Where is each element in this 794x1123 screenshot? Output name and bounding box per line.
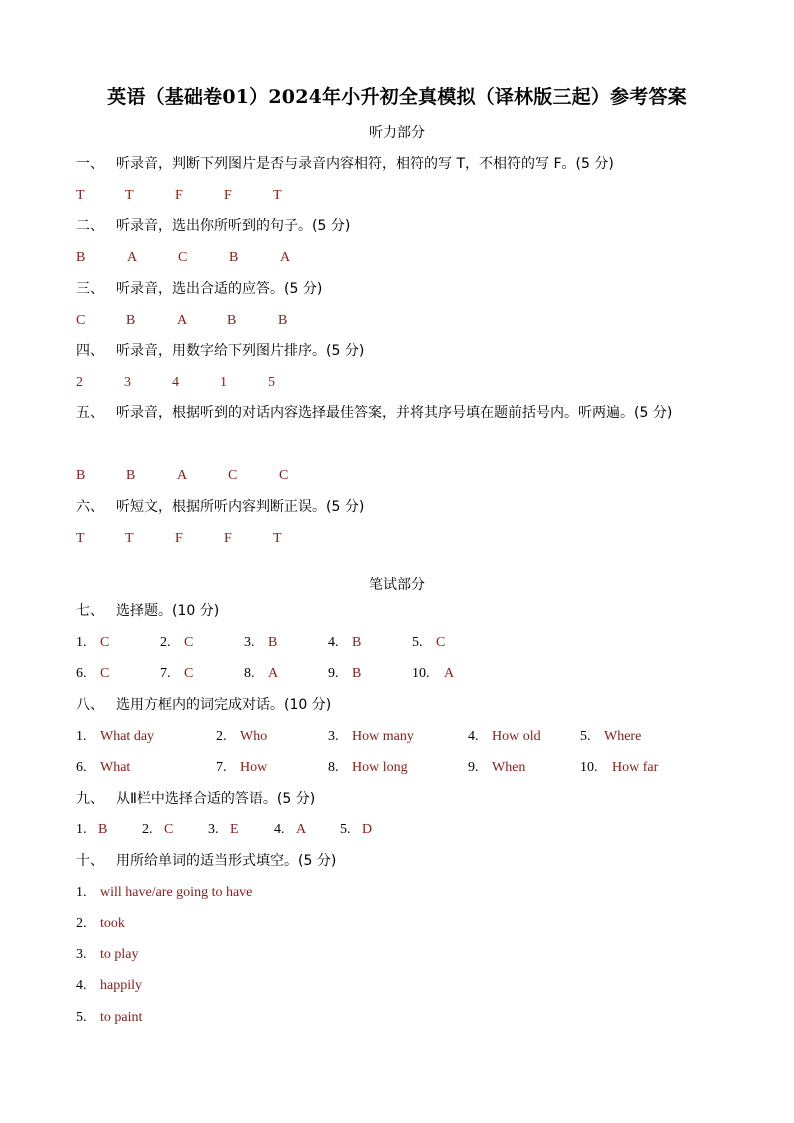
answer: B bbox=[352, 635, 362, 650]
answer: will have/are going to have bbox=[100, 885, 253, 900]
answer: T bbox=[273, 188, 282, 203]
section-number: 九、 bbox=[76, 791, 104, 807]
item-number: 5. bbox=[340, 822, 351, 837]
item-number: 1. bbox=[76, 822, 87, 837]
section-8-question bbox=[76, 695, 331, 715]
listening-heading: 听力部分 bbox=[369, 125, 425, 141]
section-instruction: 用所给单词的适当形式填空。(5 分) bbox=[116, 853, 337, 869]
answer: C bbox=[100, 666, 110, 681]
answer: Who bbox=[240, 729, 268, 744]
item-number: 5. bbox=[412, 635, 423, 650]
item-number: 9. bbox=[468, 760, 479, 775]
section-3-question bbox=[76, 279, 322, 299]
answer: B bbox=[278, 313, 288, 328]
section-number: 三、 bbox=[76, 281, 104, 297]
item-number: 8. bbox=[328, 760, 339, 775]
answer: C bbox=[228, 468, 238, 483]
item-number: 10. bbox=[580, 760, 598, 775]
page-title: 英语（基础卷01）2024年小升初全真模拟（译林版三起）参考答案 bbox=[107, 86, 687, 108]
answer: T bbox=[76, 188, 85, 203]
answer: C bbox=[164, 822, 174, 837]
answer: A bbox=[177, 468, 188, 483]
section-number: 七、 bbox=[76, 603, 104, 619]
answer: to play bbox=[100, 947, 139, 962]
section-instruction: 听录音，选出你所听到的句子。(5 分) bbox=[116, 218, 351, 234]
item-number: 3. bbox=[328, 729, 339, 744]
item-number: 1. bbox=[76, 885, 87, 900]
section-instruction: 听录音，判断下列图片是否与录音内容相符，相符的写 T，不相符的写 F。(5 分) bbox=[116, 156, 614, 172]
section-10-question bbox=[76, 851, 336, 871]
section-number: 六、 bbox=[76, 499, 104, 515]
section-instruction: 选择题。(10 分) bbox=[116, 603, 220, 619]
section-number: 十、 bbox=[76, 853, 104, 869]
section-4-question bbox=[76, 341, 364, 361]
answer: T bbox=[125, 531, 134, 546]
answer: took bbox=[100, 916, 125, 931]
answer: T bbox=[273, 531, 282, 546]
section-6-question bbox=[76, 497, 364, 517]
item-number: 3. bbox=[208, 822, 219, 837]
section-number: 八、 bbox=[76, 697, 104, 713]
answer: B bbox=[98, 822, 108, 837]
answer: B bbox=[352, 666, 362, 681]
answer: C bbox=[279, 468, 289, 483]
answer: C bbox=[100, 635, 110, 650]
answer: A bbox=[444, 666, 455, 681]
section-1-question bbox=[76, 154, 614, 174]
item-number: 1. bbox=[76, 729, 87, 744]
item-number: 10. bbox=[412, 666, 430, 681]
answer: A bbox=[268, 666, 279, 681]
answer: B bbox=[268, 635, 278, 650]
answer: How old bbox=[492, 729, 541, 744]
item-number: 6. bbox=[76, 760, 87, 775]
item-number: 5. bbox=[76, 1010, 87, 1025]
section-2-question bbox=[76, 216, 350, 236]
answer: D bbox=[362, 822, 373, 837]
item-number: 4. bbox=[328, 635, 339, 650]
item-number: 7. bbox=[216, 760, 227, 775]
answer: 4 bbox=[172, 375, 179, 390]
section-instruction: 听录音，选出合适的应答。(5 分) bbox=[116, 281, 323, 297]
answer: Where bbox=[604, 729, 642, 744]
item-number: 2. bbox=[160, 635, 171, 650]
item-number: 9. bbox=[328, 666, 339, 681]
answer: to paint bbox=[100, 1010, 143, 1025]
section-instruction: 从Ⅱ栏中选择合适的答语。(5 分) bbox=[116, 791, 316, 807]
answer: A bbox=[296, 822, 307, 837]
answer: F bbox=[175, 188, 183, 203]
answer: B bbox=[126, 313, 136, 328]
answer: T bbox=[125, 188, 134, 203]
section-5-question bbox=[76, 398, 716, 429]
answer: C bbox=[184, 666, 194, 681]
answer: How long bbox=[352, 760, 408, 775]
item-number: 4. bbox=[468, 729, 479, 744]
answer: E bbox=[230, 822, 239, 837]
item-number: 2. bbox=[76, 916, 87, 931]
answer: 3 bbox=[124, 375, 131, 390]
answer: C bbox=[76, 313, 86, 328]
answer: B bbox=[76, 468, 86, 483]
section-number: 四、 bbox=[76, 343, 104, 359]
item-number: 2. bbox=[216, 729, 227, 744]
answer: What day bbox=[100, 729, 155, 744]
answer: C bbox=[178, 250, 188, 265]
item-number: 4. bbox=[274, 822, 285, 837]
section-number: 二、 bbox=[76, 218, 104, 234]
answer: What bbox=[100, 760, 131, 775]
answer: F bbox=[175, 531, 183, 546]
section-instruction: 听录音，根据听到的对话内容选择最佳答案，并将其序号填在题前括号内。听两遍。(5 分) bbox=[116, 405, 673, 421]
item-number: 4. bbox=[76, 978, 87, 993]
item-number: 6. bbox=[76, 666, 87, 681]
section-number: 一、 bbox=[76, 156, 104, 172]
answer: 2 bbox=[76, 375, 83, 390]
answer: How many bbox=[352, 729, 414, 744]
section-instruction: 听短文，根据所听内容判断正误。(5 分) bbox=[116, 499, 365, 515]
item-number: 8. bbox=[244, 666, 255, 681]
section-number: 五、 bbox=[76, 405, 104, 421]
answer: A bbox=[280, 250, 291, 265]
answer: How bbox=[240, 760, 268, 775]
section-9-question bbox=[76, 789, 315, 809]
answer: B bbox=[126, 468, 136, 483]
item-number: 3. bbox=[76, 947, 87, 962]
section-instruction: 选用方框内的词完成对话。(10 分) bbox=[116, 697, 332, 713]
answer: F bbox=[224, 188, 232, 203]
answer: A bbox=[177, 313, 188, 328]
answer: B bbox=[227, 313, 237, 328]
answer: B bbox=[76, 250, 86, 265]
item-number: 1. bbox=[76, 635, 87, 650]
answer: B bbox=[229, 250, 239, 265]
answer: 5 bbox=[268, 375, 275, 390]
answer: C bbox=[184, 635, 194, 650]
item-number: 3. bbox=[244, 635, 255, 650]
answer: How far bbox=[612, 760, 659, 775]
answer: 1 bbox=[220, 375, 227, 390]
item-number: 5. bbox=[580, 729, 591, 744]
answer: When bbox=[492, 760, 526, 775]
written-heading: 笔试部分 bbox=[369, 577, 425, 593]
answer: C bbox=[436, 635, 446, 650]
answer: happily bbox=[100, 978, 142, 993]
answer: T bbox=[76, 531, 85, 546]
section-instruction: 听录音，用数字给下列图片排序。(5 分) bbox=[116, 343, 365, 359]
section-7-question bbox=[76, 601, 219, 621]
answer: A bbox=[127, 250, 138, 265]
item-number: 7. bbox=[160, 666, 171, 681]
answer: F bbox=[224, 531, 232, 546]
item-number: 2. bbox=[142, 822, 153, 837]
